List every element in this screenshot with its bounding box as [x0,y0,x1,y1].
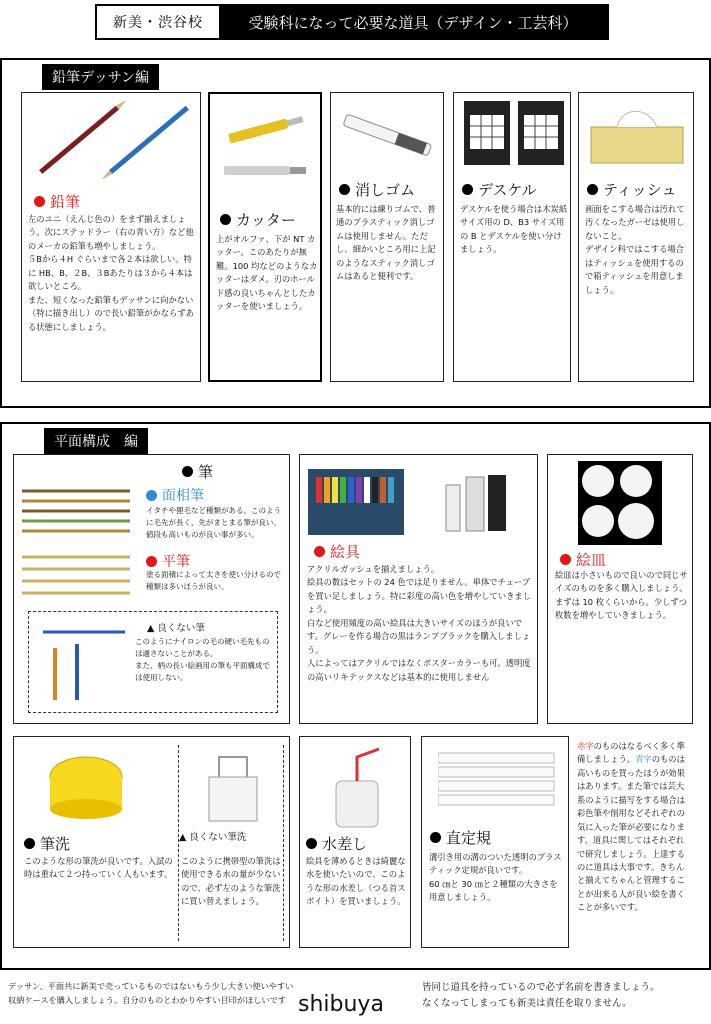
deskale-card [453,92,571,382]
hira-text: 塗る面積によって太さを使い分けるので種類は多いほうが良い。 [146,570,281,592]
ruler-card [421,736,569,948]
menso-title: 面相筆 [146,485,204,505]
cutter-image [218,104,314,184]
footer-left-text: デッサン、平面共に新美で売っているものではないもう少し大きい使いやすい収納ケースを購入しましょう。自分のものとわかりやすい目印がほしいです [8,981,294,1005]
bad-washer-title: ▲ 良くない筆洗 [179,832,247,843]
note-part1: のものはなるべく多く準備しましょう。 [577,741,685,765]
notes-text [577,740,691,915]
cutter-text: 上がオルファ、下が NT カッター。このあたりが無難。100 均などのようなカッターはダメ。刃のホールド感の良いちゃんとしたカッターを使いましょう。 [216,234,318,312]
washer-image [44,747,128,821]
eraser-card [330,92,444,382]
eraser-image [337,101,437,171]
eraser-text: 基本的には練りゴムで、普通のプラスティック消しゴムは使用しません。ただし、細かいところ用に上記のようなスティック消しゴムはあると便利です。 [336,204,436,282]
black-dot-icon [587,184,598,195]
cutter-card [208,92,322,382]
bad-brush-title: ▲ 良くない筆 [147,623,205,634]
pencil-section-label: 鉛筆デッサン編 [42,64,159,90]
black-dot-icon [462,184,473,195]
red-dot-icon [314,546,325,557]
tissue-card [578,92,694,382]
water-text: 絵具を薄めるときは綺麗な水を使いたいので、このような形の水差し（つる首スポイト）を買いましょう。 [306,856,406,907]
header-bar [95,4,609,40]
washer-card [13,736,290,948]
tissue-text: 画面をこする場合は汚れて汚くなったガーゼは使用しないこと。 デザイン科ではこする場合はティッシュを使用するので箱ティッシュを用意しましょう。 [585,204,685,295]
deskale-image [462,99,566,169]
note-red-word: 赤字 [577,741,594,751]
bad-washer-text: このように携帯型の筆洗は使用できる水の量が少ないので、必ず左のような筆洗に買い替えましょう。 [181,856,281,907]
note-part2: のものは高いものを買ったほうが効果はあります。また筆では芸大系のように描写をする場合は彩色筆や削用などそれぞれの気に入った筆が必要になります。道具に関してはそれぞれで研究しましょう。上達するのに道具は大事です。きちんと揃えてちゃんと管理することが出来る人が良い絵を書くことが多いです。 [577,754,685,913]
pencil-title: 鉛筆 [34,191,80,212]
shibuya-logo: shibuya [298,992,384,1017]
ruler-title: 直定規 [430,827,491,848]
footer-right [422,980,708,1012]
plate-title: 絵皿 [560,549,606,570]
black-dot-icon [24,838,35,849]
brush-title: 筆 [182,461,213,482]
hira-title: 平筆 [146,551,190,571]
plate-image [578,461,662,545]
cutter-title: カッター [220,209,296,230]
paint-card [299,454,538,724]
water-card [299,736,411,948]
tissue-image [587,99,687,169]
deskale-title: デスケル [462,179,537,200]
pencil-text: 左のユニ（えんじ色の）をまず揃えましょう。次にステッドラー（右の青い方）など他のメーカの鉛筆も増やしましょう。 ５Bから４H ぐらいまで各２本は欲しい。特に HB、B、２B、３Bあたりは３から４本は欲しいところ。 また、短くなった鉛筆もデッサンに向かない（特に描き出し）ので長い鉛筆がかならずある状態にしましょう。 [28,214,194,332]
red-dot-icon [146,556,157,567]
paint-title: 絵具 [314,541,360,562]
ruler-image [438,751,556,811]
pencil-card [21,92,201,382]
ruler-text: 溝引き用の溝のついた透明のプラスティック定規が良いです。 60 ㎝と 30 ㎝と２種類の大きさを用意しましょう。 [429,852,562,903]
black-dot-icon [182,466,193,477]
black-dot-icon [306,838,317,849]
bad-washer-box [178,745,284,941]
school-name: 新美・渋谷校 [97,6,219,38]
menso-text: イタチや狸毛など種類がある。このように毛先が長く、先がまとまる筆が良い。値段も高いものが良い事が多い。 [146,506,281,540]
plate-text: 絵皿は小さいもので良いので同じサイズのものを多く購入しましょう。まずは 10 枚くらいから。少しずつ枚数を増やしていきましょう。 [555,570,688,621]
flat-section-label: 平面構成 編 [44,428,148,454]
washer-title: 筆洗 [24,833,70,854]
footer-right-line2: なくなってしまっても新美は責任を取りません。 [422,998,632,1010]
bad-brush-box [28,611,278,713]
black-dot-icon [220,214,231,225]
black-dot-icon [339,184,350,195]
footer-right-line1: 皆同じ道具を持っているので必ず名前を書きましょう。 [422,982,660,993]
plate-card [547,454,693,724]
tissue-title: ティッシュ [587,179,677,200]
paint-image [306,467,534,539]
brush-card [13,454,290,724]
paint-text: アクリルガッシュを揃えましょう。 絵具の数はセットの 24 色では足りません。単体でチューブを買い足しましょう。特に彩度の高い色を増やしていきましょう。 白など使用頻度の高い絵具は大きいサイズのほうが良いです。グレーを作る場合の黒はランプブラックを購入しましょう。 人によってはアクリルではなくポスターカラーも可。透明度の高いリキテックスなどは基本的に使用しません [307,564,532,682]
brush-image [18,485,138,605]
bad-washer-image [203,749,263,827]
eraser-title: 消しゴム [339,179,415,200]
page-title: 受験科になって必要な道具（デザイン・工芸科） [248,13,578,32]
water-image [320,745,392,831]
pencil-image [30,101,190,181]
bad-brush-text: このようにナイロンの毛の硬い毛先ものは適さないことがある。 また、柄の長い絵画用の筆も平面構成では使用しない。 [135,637,270,683]
red-dot-icon [34,196,45,207]
washer-text: このような形の筆洗が良いです。入試の時は重ねて２つ持っていく人もいます。 [24,856,173,880]
blue-dot-icon [146,490,157,501]
black-dot-icon [430,832,441,843]
deskale-text: デスケルを使う場合は木炭紙サイズ用の D、B3 サイズ用の B とデスケルを使い分けましょう。 [460,204,568,255]
water-title: 水差し [306,833,367,854]
bad-brush-image [33,618,133,708]
note-blue-word: 青字 [635,754,652,765]
red-dot-icon [560,554,571,565]
